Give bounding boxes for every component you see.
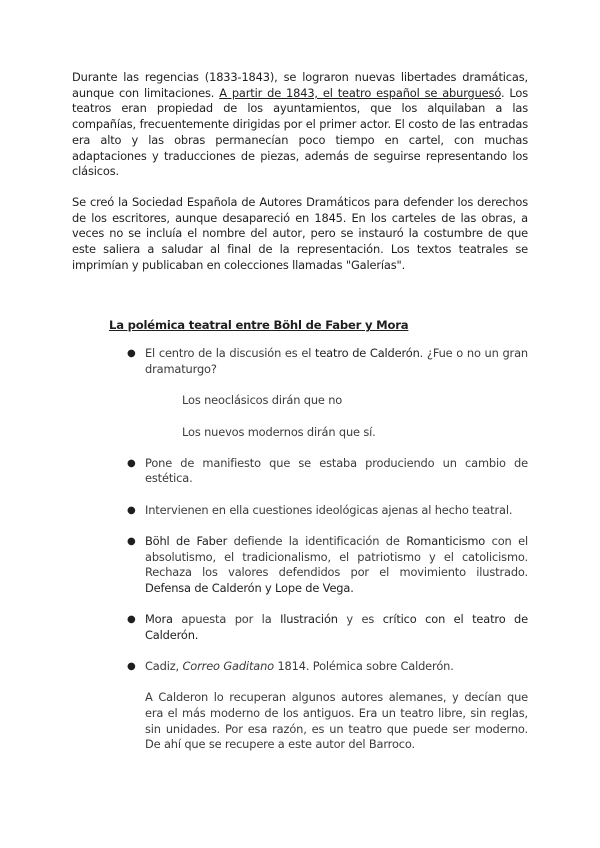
bullet-icon: ● [127,504,136,516]
item-text: El centro de la discusión es el [145,346,315,361]
bullet-list [72,346,528,753]
document-page [72,70,528,753]
item-text: . [194,627,199,642]
item-text: con el absolutismo, el tradicionalismo, el patriotismo y el catolicismo. Rechaza los valores defendidos por el movimiento ilustrado. [145,533,528,580]
item-text: y es [337,612,383,627]
list-item [72,659,528,753]
bullet-icon: ● [127,535,136,547]
item-emphasis: Mora [145,612,173,627]
bullet-icon: ● [127,661,136,673]
item-text: apuesta por la [172,612,281,627]
item-note: A Calderon lo recuperan algunos autores alemanes, y decían que era el más moderno de los antiguos. Era un teatro libre, sin reglas, sin unidades. Por esa razón, es un teatro que puede ser moderno. De ahí que se recupere a este autor del Barroco. [145,690,528,752]
item-italic: Correo Gaditano [182,659,274,674]
bullet-icon: ● [127,457,136,469]
list-item [72,534,528,597]
underlined-phrase: A partir de 1843, el teatro español se aburguesó [219,85,501,100]
item-emphasis: Defensa de Calderón y Lope de Vega [145,580,351,595]
item-emphasis: Romanticismo [406,533,486,548]
item-emphasis: Ilustración [280,612,338,627]
item-text: defiende la identificación de [227,533,407,548]
item-text: 1814. Polémica sobre Calderón. [273,659,454,674]
item-text: Intervienen en ella cuestiones ideológicas ajenas al hecho teatral. [145,502,513,517]
paragraph-regencias [72,70,528,180]
item-text: . [350,580,354,595]
item-emphasis: Böhl de Faber [145,533,228,548]
item-emphasis: teatro de Calderón [315,346,420,361]
item-text: Cadiz, [145,659,183,674]
bullet-icon: ● [127,348,136,360]
list-item [72,456,528,487]
paragraph-text: . Los teatros eran propiedad de los ayuntamientos, que los alquilaban a las compañías, frecuentemente dirigidas por el primer actor. El costo de las entradas era alto y las obras permanecían poco tiempo en cartel, con muchas adaptaciones y traducciones de piezas, además de seguirse representando los clásicos. [72,85,528,179]
item-text: Pone de manifiesto que se estaba produciendo un cambio de estética. [145,455,528,486]
paragraph-sociedad: Se creó la Sociedad Española de Autores Dramáticos para defender los derechos de los escritores, aunque desapareció en 1845. En los carteles de las obras, a veces no se incluía el nombre del autor, pero se instauró la costumbre de que este saliera a saludar al final de la representación. Los textos teatrales se imprimían y publicaban en colecciones llamadas "Galerías". [72,194,528,272]
paragraph-text: Durante las regencias (1833-1843), se lograron nuevas libertades dramáticas, aunque con limitaciones. [72,70,528,100]
bullet-icon: ● [127,614,136,626]
sub-line: Los neoclásicos dirán que no [182,393,343,408]
item-text: . ¿Fue o no un gran dramaturgo? [145,346,528,377]
list-item [72,503,528,519]
sub-line: Los nuevos modernos dirán que sí. [182,424,376,439]
item-emphasis: crítico con el teatro de Calderón [145,612,528,642]
section-title: La polémica teatral entre Böhl de Faber y Mora [109,318,409,333]
list-item [72,612,528,643]
list-item [72,346,528,440]
